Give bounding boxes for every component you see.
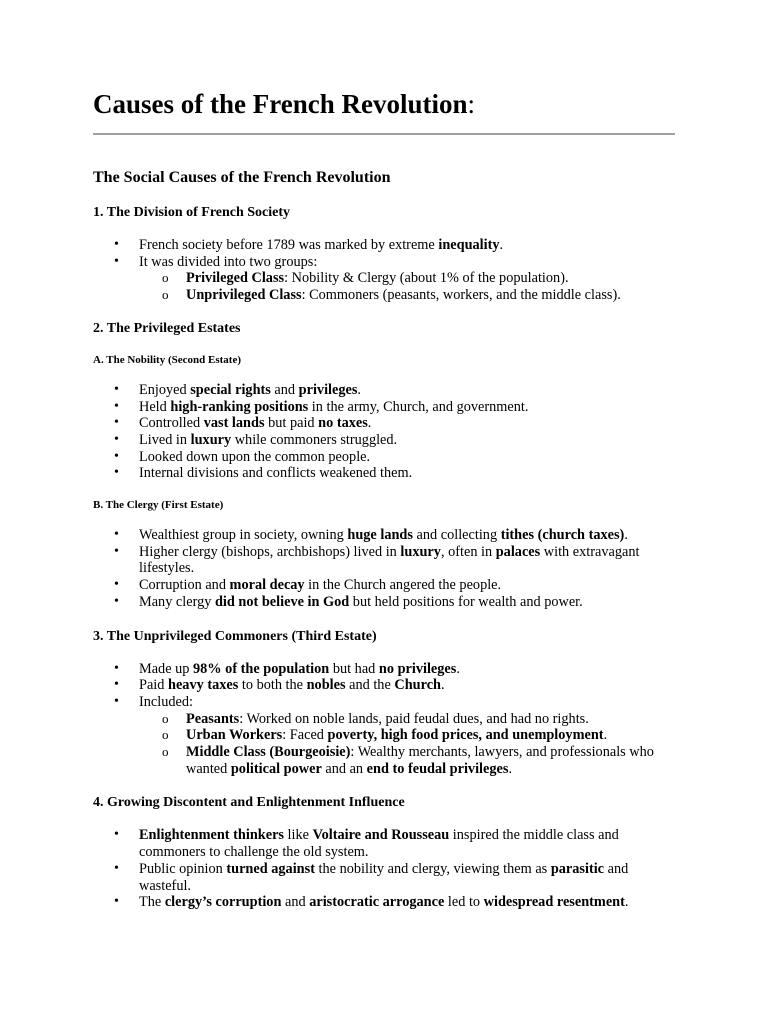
list-item: • Corruption and moral decay in the Church angered the people.: [93, 577, 683, 594]
section-title: The Social Causes of the French Revolution: [93, 169, 391, 186]
subheading-clergy: B. The Clergy (First Estate): [93, 499, 224, 512]
sublist-item: o Middle Class (Bourgeoisie): Wealthy merchants, lawyers, and professionals who wanted political power and an end to feudal privileges.: [139, 744, 683, 777]
list-item: • Enjoyed special rights and privileges.: [93, 382, 683, 399]
list-item: • It was divided into two groups: o Privileged Class: Nobility & Clergy (about 1% of the population). o Unprivileged Class: Commoners (peasants, workers, and the middle class).: [93, 254, 683, 304]
list-item: • Many clergy did not believe in God but held positions for wealth and power.: [93, 594, 683, 611]
heading-growing-discontent: 4. Growing Discontent and Enlightenment Influence: [93, 795, 405, 811]
list-item: • Internal divisions and conflicts weakened them.: [93, 465, 683, 482]
sublist-included: [139, 711, 683, 778]
horizontal-divider: [93, 133, 675, 135]
heading-division-of-society: 1. The Division of French Society: [93, 205, 291, 220]
list-item: • Made up 98% of the population but had no privileges.: [93, 661, 683, 678]
title-text: Causes of the French Revolution: [93, 89, 468, 119]
list-item: • Held high-ranking positions in the army, Church, and government.: [93, 399, 683, 416]
list-division-of-society: [93, 237, 683, 304]
document-page: [93, 84, 683, 911]
sublist-item: o Peasants: Worked on noble lands, paid feudal dues, and had no rights.: [139, 711, 683, 728]
list-nobility: [93, 382, 683, 482]
list-item: • Controlled vast lands but paid no taxes.: [93, 415, 683, 432]
list-discontent: [93, 827, 683, 911]
sublist-groups: [139, 270, 683, 303]
list-item: • Included: o Peasants: Worked on noble lands, paid feudal dues, and had no rights. o Urban Workers: Faced poverty, high food prices, and unemployment. o Middle Class (Bourgeoisie): Wealthy merchants, lawyers, and professionals who wanted political power and an end to feudal privileges.: [93, 694, 683, 778]
list-item: • French society before 1789 was marked by extreme inequality.: [93, 237, 683, 254]
sublist-item: o Privileged Class: Nobility & Clergy (about 1% of the population).: [139, 270, 683, 287]
subheading-nobility: A. The Nobility (Second Estate): [93, 353, 241, 366]
list-item: • Looked down upon the common people.: [93, 449, 683, 466]
list-item: • Paid heavy taxes to both the nobles and the Church.: [93, 677, 683, 694]
list-item: • Enlightenment thinkers like Voltaire and Rousseau inspired the middle class and commoners to challenge the old system.: [93, 827, 683, 860]
heading-unprivileged-commoners: 3. The Unprivileged Commoners (Third Estate): [93, 628, 377, 644]
list-clergy: [93, 527, 683, 611]
heading-privileged-estates: 2. The Privileged Estates: [93, 320, 241, 336]
sublist-item: o Urban Workers: Faced poverty, high food prices, and unemployment.: [139, 727, 683, 744]
list-item: • Higher clergy (bishops, archbishops) lived in luxury, often in palaces with extravagant lifestyles.: [93, 544, 683, 577]
list-commoners: [93, 661, 683, 778]
list-item: • Wealthiest group in society, owning huge lands and collecting tithes (church taxes).: [93, 527, 683, 544]
sublist-item: o Unprivileged Class: Commoners (peasants, workers, and the middle class).: [139, 287, 683, 304]
list-item: • The clergy’s corruption and aristocratic arrogance led to widespread resentment.: [93, 894, 683, 911]
document-title: [93, 84, 683, 124]
list-item: • Public opinion turned against the nobility and clergy, viewing them as parasitic and wasteful.: [93, 861, 683, 894]
title-colon: :: [467, 89, 476, 119]
list-item: • Lived in luxury while commoners struggled.: [93, 432, 683, 449]
